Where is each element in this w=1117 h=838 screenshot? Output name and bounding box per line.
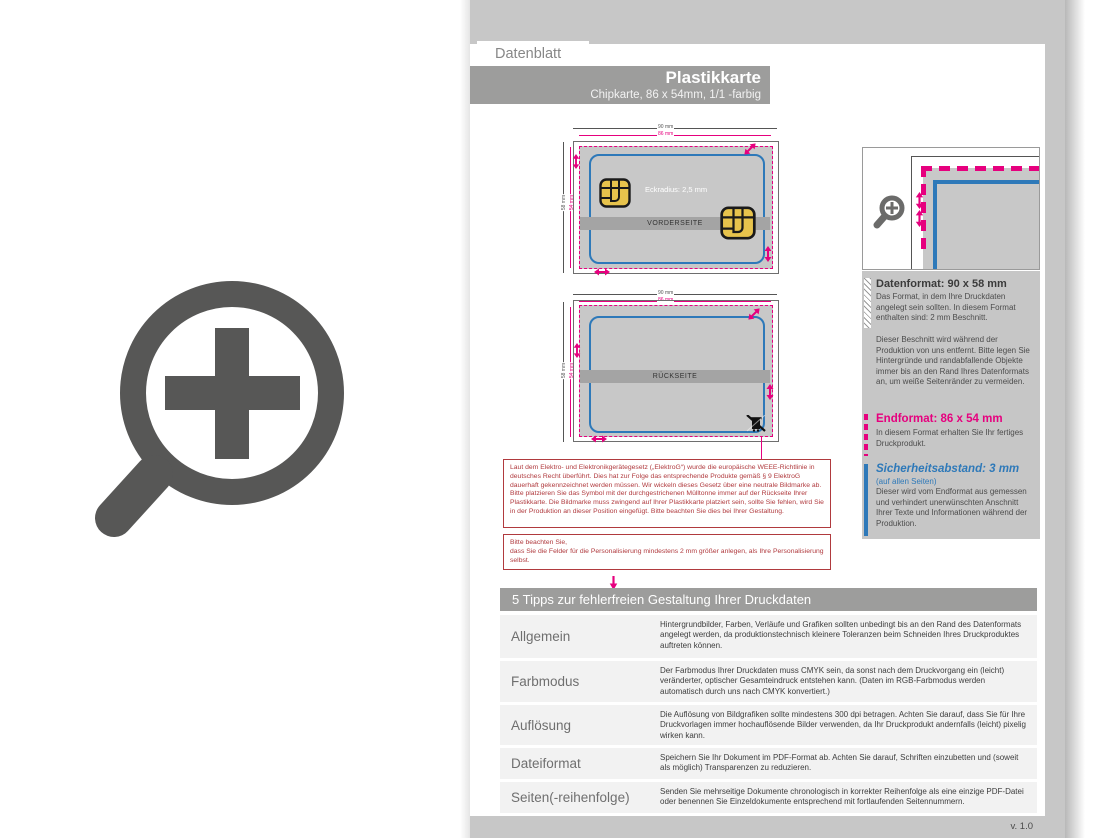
detail-frame-line	[911, 156, 912, 269]
cut-strip-marker	[864, 278, 871, 328]
dimension-label: 86 mm	[658, 131, 674, 137]
datenblatt-tab: Datenblatt	[477, 41, 589, 67]
beschnitt-text: Dieser Beschnitt wird während der Produktion von uns entfernt. Bitte legen Sie Hintergründe und randabfallende Objekte immer bis an den Rand Ihres Datenformats an, um weiße Seitenränder zu vermeiden.	[876, 335, 1030, 387]
datenformat-text: Das Format, in dem Ihre Druckdaten angelegt sein sollten. In diesem Format enthalten sind: 2 mm Beschnitt.	[876, 292, 1016, 323]
footer-bar	[470, 816, 1065, 838]
back-side-label: RÜCKSEITE	[580, 370, 770, 383]
dimension-label: 86 mm	[658, 297, 674, 303]
page-subtitle: Chipkarte, 86 x 54mm, 1/1 -farbig	[590, 89, 761, 101]
sheet-left-shadow	[460, 0, 470, 838]
bleed-arrow	[766, 384, 774, 400]
dimension-line-datenformat-width	[573, 128, 777, 129]
format-info-block	[862, 271, 1040, 539]
endformat-title: Endformat: 86 x 54 mm	[876, 413, 1003, 425]
bleed-arrow	[591, 435, 607, 443]
tip-text: Hintergrundbilder, Farben, Verläufe und Grafiken sollten unbedingt bis an den Rand des Datenformats angelegt werden, da produktionstechnisch kleinere Toleranzen beim Schneiden Ihres Druckproduktes auftreten können.	[660, 620, 1022, 650]
dimension-label: 58 mm	[561, 194, 568, 211]
tip-label: Allgemein	[511, 629, 571, 644]
weee-crossed-bin-icon	[746, 415, 766, 433]
corner-radius-note: Eckradius: 2,5 mm	[645, 185, 708, 194]
dimension-line-endformat-width	[579, 135, 771, 136]
front-side-label: VORDERSEITE	[580, 217, 770, 230]
weee-notice-box: Laut dem Elektro- und Elektronikgerätegesetz („ElektroG“) wurde die europäische WEEE-Richtlinie in deutsches Recht überführt. Dies hat zur Folge das entsprechende Produkte gemäß § 9 ElektroG dauerhaft gekennzeichnet werden müssen. Wir wickeln dieses Gesetz über eine neutrale Bildmarke ab. Bitte platzieren Sie das Symbol mit der durchgestrichenen Mülltonne immer auf der Rückseite Ihrer Plastikkarte. Die Bildmarke muss zwingend auf Ihrer Plastikkarte platziert sein, sollte Sie fehlen, wird Sie in der Produktion an dieser Position eingefügt. Bitte beachten Sie dies bei Ihrer Gestaltung.	[503, 459, 831, 528]
card-front-diagram	[553, 124, 781, 276]
tip-row	[500, 615, 1037, 658]
detail-bleed-line-h	[921, 166, 1039, 171]
personalization-notice-text: dass Sie die Felder für die Personalisierung mindestens 2 mm größer anlegen, als Ihre Personalisierung selbst.	[510, 547, 824, 564]
tip-text: Senden Sie mehrseitige Dokumente chronologisch in korrekter Reihenfolge als eine einzige PDF-Datei oder benennen Sie Einzeldokumente entsprechend mit fortlaufenden Seitennummern.	[660, 787, 1024, 807]
card-back-diagram	[553, 288, 781, 452]
tip-label: Auflösung	[511, 717, 572, 733]
bleed-arrow	[572, 154, 580, 169]
chip-contact-icon	[599, 178, 631, 208]
endformat-marker	[864, 414, 868, 456]
bleed-arrow	[764, 246, 772, 262]
tip-label: Dateiformat	[511, 756, 581, 771]
zoom-plus-icon-small	[873, 194, 909, 234]
tip-text: Die Auflösung von Bildgrafiken sollte mindestens 300 dpi betragen. Achten Sie darauf, dass Sie für Ihre Druckvorlagen immer hochauflösende Bilder verwenden, da Ihr Druckprodukt andernfalls (leicht) pixelig wirken kann.	[660, 710, 1026, 740]
bleed-arrow	[915, 192, 924, 209]
dimension-label: 58 mm	[561, 362, 568, 379]
sheet-top-bar	[470, 0, 1065, 44]
dimension-line-datenformat-width	[573, 294, 777, 295]
chip-contact-icon	[720, 206, 756, 240]
tip-row	[500, 782, 1037, 813]
personalization-notice-title: Bitte beachten Sie,	[510, 539, 568, 546]
personalization-notice-box	[503, 534, 831, 570]
tip-text: Der Farbmodus Ihrer Druckdaten muss CMYK sein, da sonst nach dem Druckvorgang ein (leicht) veränderter, optischer Gesamteindruck entstehen kann. (Daten im RGB-Farbmodus werden automatisch durch uns nach CMYK konvertiert.)	[660, 666, 1005, 696]
dimension-label: 90 mm	[658, 124, 674, 130]
sicherheitsabstand-subtitle: (auf allen Seiten)	[876, 477, 937, 486]
product-header-band	[470, 66, 770, 104]
detail-endformat-line-v	[933, 180, 937, 269]
sicherheitsabstand-text: Dieser wird vom Endformat aus gemessen und verhindert unerwünschten Anschnitt Ihrer Texte und Informationen während der Produktion.	[876, 487, 1028, 528]
tip-row	[500, 705, 1037, 745]
sicherheitsabstand-title: Sicherheitsabstand: 3 mm	[876, 463, 1020, 475]
tip-label: Farbmodus	[511, 674, 580, 689]
dimension-label: 54 mm	[569, 194, 576, 211]
tip-text: Speichern Sie Ihr Dokument im PDF-Format ab. Achten Sie darauf, Schriften einzubetten und (soweit als möglich) Transparenzen zu reduzieren.	[660, 753, 1019, 773]
datenformat-title: Datenformat: 90 x 58 mm	[876, 278, 1007, 290]
bleed-arrow	[594, 268, 610, 276]
endformat-text: In diesem Format erhalten Sie Ihr fertiges Druckprodukt.	[876, 428, 1024, 448]
page-title: Plastikkarte	[665, 68, 761, 87]
version-label: v. 1.0	[1010, 821, 1033, 832]
tip-row	[500, 661, 1037, 702]
sheet-right-bar	[1045, 0, 1065, 838]
bleed-arrow	[915, 210, 924, 227]
dimension-label: 90 mm	[658, 290, 674, 296]
weee-leader-line	[761, 437, 762, 459]
tip-row	[500, 748, 1037, 779]
bleed-arrow	[573, 343, 581, 358]
sheet-right-shadow	[1065, 0, 1085, 838]
sicherheitsabstand-marker	[864, 464, 868, 536]
zoom-plus-icon	[90, 268, 370, 558]
tips-header: 5 Tipps zur fehlerfreien Gestaltung Ihrer Druckdaten	[500, 588, 1037, 611]
dimension-label: 54 mm	[569, 362, 576, 379]
tip-label: Seiten(-reihenfolge)	[511, 790, 630, 805]
corner-detail-panel	[862, 147, 1040, 270]
detail-endformat-line-h	[933, 180, 1039, 184]
detail-frame-line	[911, 156, 1039, 157]
